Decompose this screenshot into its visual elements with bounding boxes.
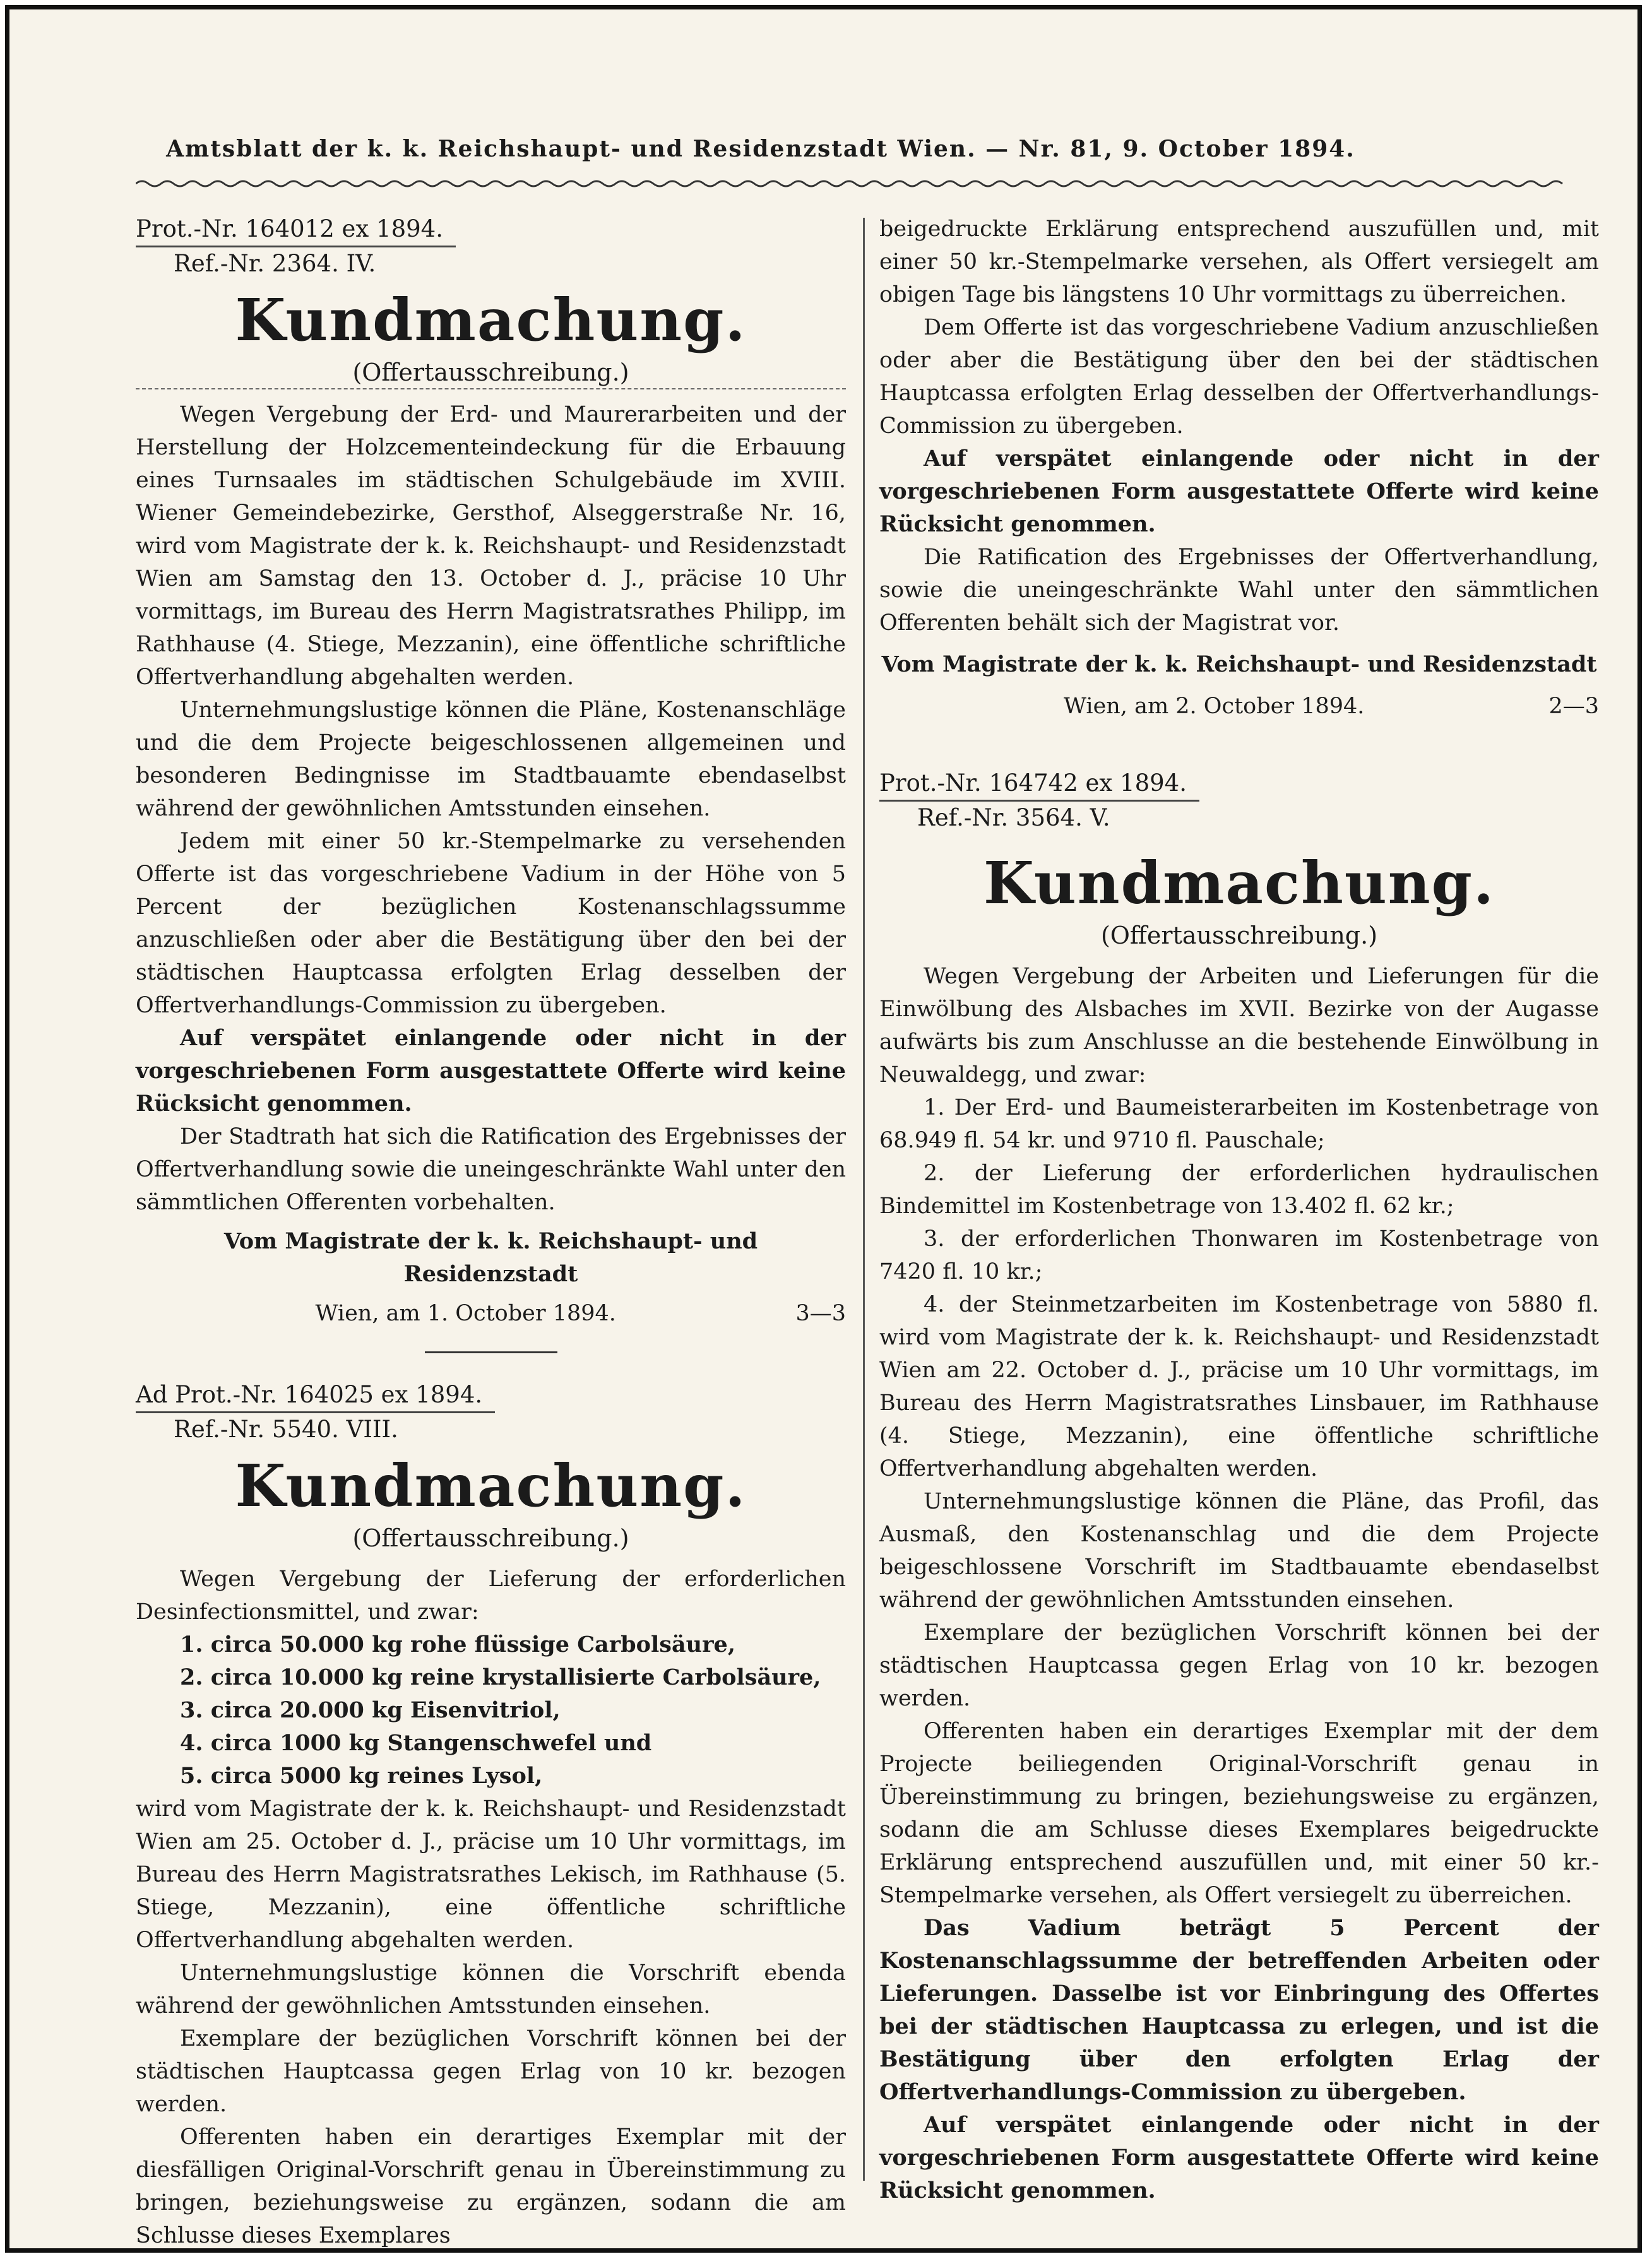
ref-number: Ref.-Nr. 2364. IV. (174, 250, 376, 277)
right-column (879, 213, 1599, 2207)
list-item: 2. circa 10.000 kg reine krystallisierte Carbolsäure, (180, 1664, 821, 1690)
notice-subtitle: (Offertausschreibung.) (136, 357, 846, 389)
paragraph-bold: Auf verspätet einlangende oder nicht in der vorgeschriebenen Form ausgestattete Offerte wird keine Rücksicht genommen. (136, 1025, 846, 1117)
paragraph: Unternehmungslustige können die Vorschrift ebenda während der gewöhnlichen Amtsstunden einsehen. (136, 1960, 846, 2019)
list-item: 1. circa 50.000 kg rohe flüssige Carbolsäure, (180, 1632, 736, 1657)
signature-date: Wien, am 1. October 1894. (315, 1301, 616, 1326)
issue-count: 3—3 (795, 1301, 846, 1326)
paragraph: Die Ratification des Ergebnisses der Offertverhandlung, sowie die uneingeschränkte Wahl unter den sämmtlichen Offerenten behält sich der Magistrat vor. (879, 545, 1599, 636)
paragraph: Exemplare der bezüglichen Vorschrift können bei der städtischen Hauptcassa gegen Erlag von 10 kr. bezogen werden. (879, 1620, 1599, 1711)
masthead: Amtsblatt der k. k. Reichshaupt- und Residenzstadt Wien. — Nr. 81, 9. October 1894. (166, 136, 1355, 162)
ref-number: Ref.-Nr. 5540. VIII. (174, 1416, 398, 1443)
notice-subtitle: (Offertausschreibung.) (1100, 922, 1378, 949)
paragraph: Dem Offerte ist das vorgeschriebene Vadium anzuschließen oder aber die Bestätigung über den bei der städtischen Hauptcassa erfolgten Erlag desselben der Offertverhandlungs-Commission zu übergeben. (879, 315, 1599, 439)
signature-line (136, 1297, 846, 1330)
notice-2 (136, 1379, 846, 2252)
paragraph: Der Stadtrath hat sich die Ratification des Ergebnisses der Offertverhandlung sowie die uneingeschränkte Wahl unter den sämmtlichen Offerenten vorbehalten. (136, 1124, 846, 1215)
spacer (879, 723, 1599, 767)
paragraph: Offerenten haben ein derartiges Exemplar mit der diesfälligen Original-Vorschrift genau in Übereinstimmung zu bringen, beziehungsweise zu ergänzen, sodann die am Schlusse dieses Exemplares (136, 2125, 846, 2248)
prot-number: Ad Prot.-Nr. 164025 ex 1894. (136, 1379, 495, 1413)
column-divider (863, 218, 865, 2181)
paragraph-bold: Auf verspätet einlangende oder nicht in der vorgeschriebenen Form ausgestattete Offerte wird keine Rücksicht genommen. (879, 446, 1599, 537)
notice-1 (136, 213, 846, 1330)
signature-authority: Vom Magistrate der k. k. Reichshaupt- und Residenzstadt (223, 1228, 758, 1287)
prot-number: Prot.-Nr. 164012 ex 1894. (136, 213, 456, 247)
list-item: 4. der Steinmetzarbeiten im Kostenbetrage von 5880 fl. wird vom Magistrate der k. k. Reichshaupt- und Residenzstadt Wien am 22. October d. J., präcise um 10 Uhr vormittags, im Bureau des Herrn Magistratsrathes Linsbauer, im Rathhause (4. Stiege, Mezzanin), eine öffentliche schriftliche Offertverhandlung abgehalten werden. (879, 1292, 1599, 1481)
list-item: 3. circa 20.000 kg Eisenvitriol, (180, 1697, 561, 1723)
list-item: 1. Der Erd- und Baumeisterarbeiten im Kostenbetrage von 68.949 fl. 54 kr. und 9710 fl. Pauschale; (879, 1095, 1599, 1153)
list-item: 4. circa 1000 kg Stangenschwefel und (180, 1730, 652, 1756)
signature-line (879, 690, 1599, 723)
paragraph: Unternehmungslustige können die Pläne, Kostenanschläge und die dem Projecte beigeschlossenen allgemeinen und besonderen Bedingnisse im Stadtbauamte ebendaselbst während der gewöhnlichen Amtsstunden einsehen. (136, 697, 846, 821)
prot-number: Prot.-Nr. 164742 ex 1894. (879, 767, 1199, 802)
paragraph: Jedem mit einer 50 kr.-Stempelmarke zu versehenden Offerte ist das vorgeschriebene Vadium in der Höhe von 5 Percent der bezüglichen Kostenanschlagssumme anzuschließen oder aber die Bestätigung über den bei der städtischen Hauptcassa erfolgten Erlag desselben der Offertverhandlungs-Commission zu übergeben. (136, 829, 846, 1018)
separator-rule (425, 1351, 557, 1353)
ref-number: Ref.-Nr. 3564. V. (917, 804, 1110, 831)
paragraph: Wegen Vergebung der Lieferung der erforderlichen Desinfectionsmittel, und zwar: (136, 1567, 846, 1625)
left-column (136, 213, 846, 2252)
paragraph: Wegen Vergebung der Erd- und Maurerarbeiten und der Herstellung der Holzcementeindeckung für die Erbauung eines Turnsaales im städtischen Schulgebäude im XVIII. Wiener Gemeindebezirke, Gersthof, Alseggerstraße Nr. 16, wird vom Magistrate der k. k. Reichshaupt- und Residenzstadt Wien am Samstag den 13. October d. J., präcise 10 Uhr vormittags, im Bureau des Herrn Magistratsrathes Philipp, im Rathhause (4. Stiege, Mezzanin), eine öffentliche schriftliche Offertverhandlung abgehalten werden. (136, 402, 846, 690)
paragraph: Exemplare der bezüglichen Vorschrift können bei der städtischen Hauptcassa gegen Erlag von 10 kr. bezogen werden. (136, 2026, 846, 2117)
header-wavy-rule (136, 177, 1569, 190)
list-item: 5. circa 5000 kg reines Lysol, (180, 1763, 543, 1789)
list-item: 3. der erforderlichen Thonwaren im Kostenbetrage von 7420 fl. 10 kr.; (879, 1226, 1599, 1284)
list-item: 2. der Lieferung der erforderlichen hydraulischen Bindemittel im Kostenbetrage von 13.402 fl. 62 kr.; (879, 1161, 1599, 1219)
issue-count: 2—3 (1548, 694, 1599, 719)
notice-title: Kundmachung. (235, 286, 747, 354)
paragraph: Unternehmungslustige können die Pläne, das Profil, das Ausmaß, den Kostenanschlag und die dem Projecte beigeschlossene Vorschrift im Stadtbauamte ebendaselbst während der gewöhnlichen Amtsstunden einsehen. (879, 1489, 1599, 1613)
newspaper-page (5, 5, 1642, 2253)
notice-title: Kundmachung. (983, 849, 1495, 917)
notice-3 (879, 767, 1599, 2207)
item-list (136, 1628, 846, 1793)
notice-subtitle: (Offertausschreibung.) (352, 1524, 629, 1552)
paragraph: wird vom Magistrate der k. k. Reichshaupt- und Residenzstadt Wien am 25. October d. J., präcise um 10 Uhr vormittags, im Bureau des Herrn Magistratsrathes Lekisch, im Rathhause (5. Stiege, Mezzanin), eine öffentliche schriftliche Offertverhandlung abgehalten werden. (136, 1796, 846, 1953)
notice-1-continued (879, 213, 1599, 723)
paragraph: Offerenten haben ein derartiges Exemplar mit der dem Projecte beiliegenden Original-Vorschrift genau in Übereinstimmung zu bringen, beziehungsweise zu ergänzen, sodann die am Schlusse dieses Exemplares beigedruckte Erklärung entsprechend auszufüllen und, mit einer 50 kr.-Stempelmarke versehen, als Offert versiegelt zu überreichen. (879, 1719, 1599, 1908)
paragraph: Wegen Vergebung der Arbeiten und Lieferungen für die Einwölbung des Alsbaches im XVII. Bezirke von der Augasse aufwärts bis zum Anschlusse an die bestehende Einwölbung in Neuwaldegg, und zwar: (879, 964, 1599, 1088)
notice-title: Kundmachung. (235, 1452, 747, 1520)
paragraph: beigedruckte Erklärung entsprechend auszufüllen und, mit einer 50 kr.-Stempelmarke versehen, als Offert versiegelt am obigen Tage bis längstens 10 Uhr vormittags zu überreichen. (879, 216, 1599, 307)
paragraph-bold: Auf verspätet einlangende oder nicht in der vorgeschriebenen Form ausgestattete Offerte wird keine Rücksicht genommen. (879, 2112, 1599, 2203)
signature-date: Wien, am 2. October 1894. (1064, 694, 1365, 719)
signature-authority: Vom Magistrate der k. k. Reichshaupt- und Residenzstadt (881, 651, 1597, 677)
paragraph-bold: Das Vadium beträgt 5 Percent der Kostenanschlagssumme der betreffenden Arbeiten oder Lieferungen. Dasselbe ist vor Einbringung des Offertes bei der städtischen Hauptcassa zu erlegen, und ist die Bestätigung über den erfolgten Erlag der Offertverhandlungs-Commission zu übergeben. (879, 1915, 1599, 2105)
